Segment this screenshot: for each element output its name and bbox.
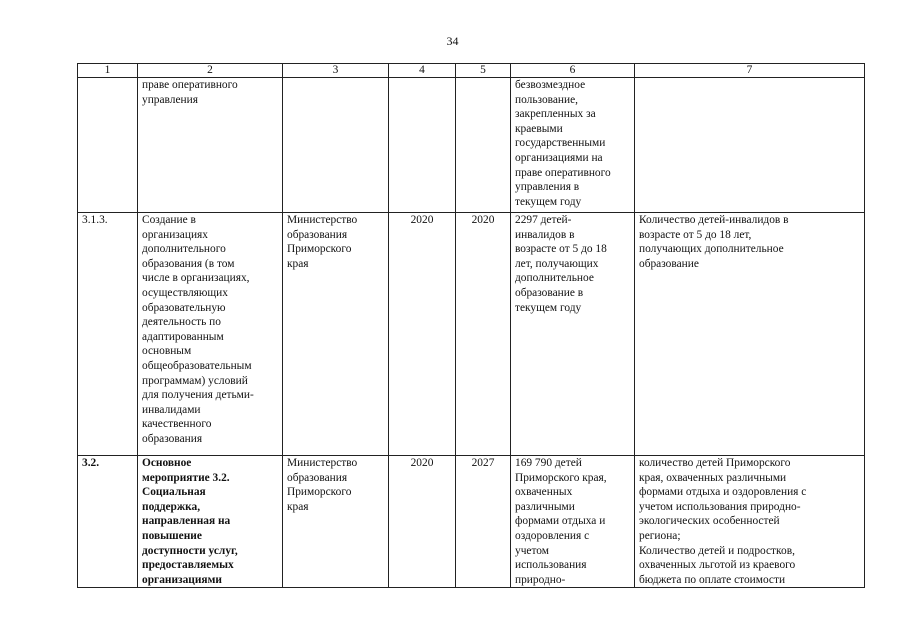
column-header-1: 1 (78, 64, 138, 78)
start-year-cell (389, 456, 456, 588)
start-year: 2020 (410, 214, 434, 226)
table-row (78, 78, 865, 213)
end-year-cell (456, 213, 511, 456)
expected-result: 169 790 детей Приморского края, охваченных различными формами отдыха и оздоровления с учетом использования природно- (515, 457, 607, 586)
indicator: Количество детей-инвалидов в возрасте от 5 до 18 лет, получающих дополнительное образование (639, 214, 789, 270)
table-row (78, 456, 865, 588)
measures-table (77, 63, 865, 588)
page-number: 34 (446, 34, 459, 48)
column-header-6: 6 (511, 64, 635, 78)
expected-result-cell (511, 213, 635, 456)
measure-name: Основное мероприятие 3.2. Социальная поддержка, направленная на повышение доступности услуг, предоставляемых организациями (142, 457, 238, 586)
executor-cell (283, 213, 389, 456)
measure-name: праве оперативного управления (142, 79, 238, 106)
executor: Министерство образования Приморского края (287, 457, 358, 513)
column-header-4: 4 (389, 64, 456, 78)
executor-cell (283, 456, 389, 588)
table-row (78, 213, 865, 456)
column-number-row (78, 64, 865, 78)
row-number-cell (78, 213, 138, 456)
measure-name: Создание в организациях дополнительного образования (в том числе в организациях, осуществляющих образовательную деятельность по адаптированным основным общеобразовательным программам) условий для получения детьми- инвалидами качественного образования (142, 214, 254, 445)
end-year-cell (456, 456, 511, 588)
indicator-cell (635, 213, 865, 456)
column-header-3: 3 (283, 64, 389, 78)
column-header-2: 2 (138, 64, 283, 78)
column-header-5: 5 (456, 64, 511, 78)
measure-name-cell (138, 213, 283, 456)
row-number-cell (78, 456, 138, 588)
column-header-7: 7 (635, 64, 865, 78)
row-number-cell (78, 78, 138, 213)
indicator: количество детей Приморского края, охваченных различными формами отдыха и оздоровления с учетом использования природно- экологических особенностей региона; Количество детей и подростков, охваченных льготой из краевого бюджета по оплате стоимости (639, 457, 807, 586)
expected-result: 2297 детей- инвалидов в возрасте от 5 до 18 лет, получающих дополнительное образование в текущем году (515, 214, 607, 314)
measure-name-cell (138, 456, 283, 588)
expected-result-cell (511, 78, 635, 213)
executor: Министерство образования Приморского края (287, 214, 358, 270)
executor-cell (283, 78, 389, 213)
start-year-cell (389, 78, 456, 213)
expected-result: безвозмездное пользование, закрепленных за краевыми государственными организациями на праве оперативного управления в текущем году (515, 79, 611, 208)
end-year: 2027 (471, 457, 495, 469)
end-year-cell (456, 78, 511, 213)
end-year: 2020 (471, 214, 495, 226)
start-year: 2020 (410, 457, 434, 469)
indicator-cell (635, 456, 865, 588)
row-number: 3.2. (82, 457, 100, 469)
start-year-cell (389, 213, 456, 456)
expected-result-cell (511, 456, 635, 588)
indicator-cell (635, 78, 865, 213)
measure-name-cell (138, 78, 283, 213)
row-number: 3.1.3. (82, 214, 108, 226)
